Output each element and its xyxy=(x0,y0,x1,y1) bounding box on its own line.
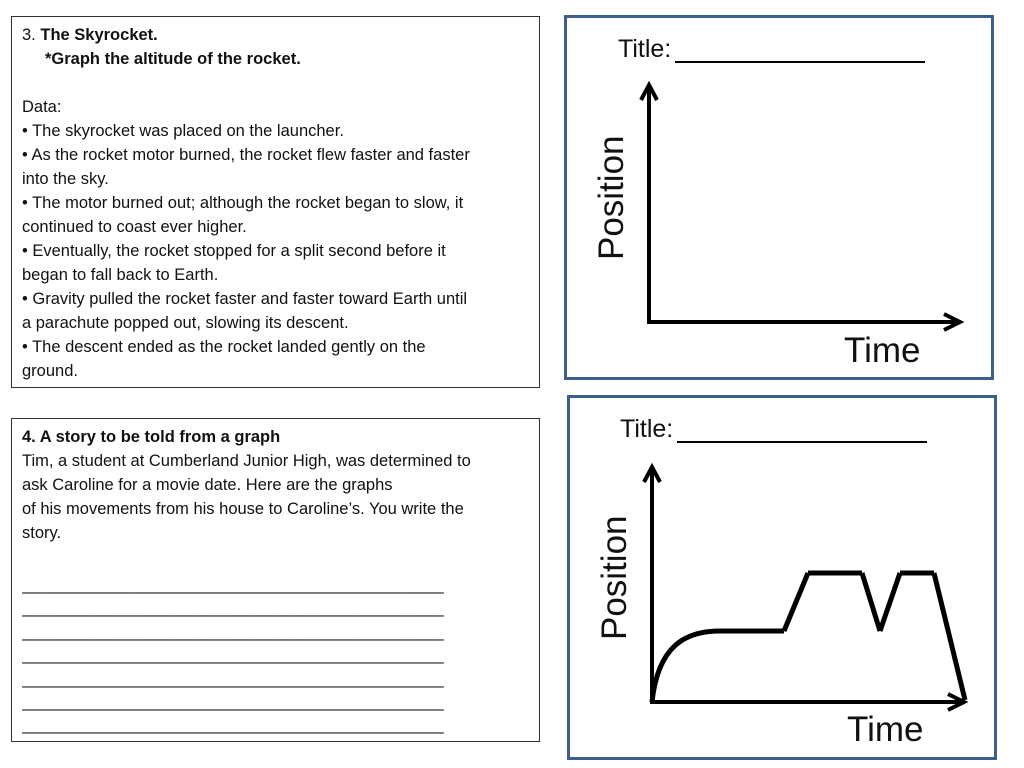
problem-3-line: • Eventually, the rocket stopped for a split second before it xyxy=(22,242,446,260)
position-curve-segment-6 xyxy=(880,573,900,631)
position-curve-segment-1 xyxy=(652,631,720,702)
problem-3-line: • As the rocket motor burned, the rocket flew faster and faster xyxy=(22,146,470,164)
answer-line[interactable]: ________________________________________________ xyxy=(22,669,444,688)
answer-line[interactable]: ________________________________________________ xyxy=(22,622,444,641)
problem-3-title: The Skyrocket. xyxy=(40,26,158,44)
problem-3-line: • The descent ended as the rocket landed gently on the xyxy=(22,338,426,356)
problem-4-line: Tim, a student at Cumberland Junior High, was determined to xyxy=(22,452,471,470)
problem-3-box xyxy=(11,16,540,388)
answer-line[interactable]: ________________________________________________ xyxy=(22,646,444,665)
problem-4-title: 4. A story to be told from a graph xyxy=(22,428,281,446)
position-curve-segment-3 xyxy=(784,573,808,631)
problem-3-line: • The skyrocket was placed on the launcher. xyxy=(22,122,344,140)
graph-axes xyxy=(567,18,991,377)
position-curve-segment-8 xyxy=(934,573,965,700)
problem-3-line: ground. xyxy=(22,362,78,380)
problem-3-line: into the sky. xyxy=(22,170,109,188)
problem-3-data-label: Data: xyxy=(22,98,62,116)
story-graph-panel xyxy=(567,395,997,760)
graph-x-axis-label: Time xyxy=(847,710,924,749)
answer-line[interactable]: ________________________________________________ xyxy=(22,599,444,618)
answer-line[interactable]: ________________________________________________ xyxy=(22,716,444,735)
graph-y-axis-label: Position xyxy=(595,515,634,640)
graph-axes xyxy=(570,398,994,757)
blank-graph-panel xyxy=(564,15,994,380)
problem-3-line: continued to coast ever higher. xyxy=(22,218,247,236)
answer-line[interactable]: ________________________________________________ xyxy=(22,692,444,711)
answer-lines xyxy=(22,574,539,738)
problem-3-line: began to fall back to Earth. xyxy=(22,266,219,284)
problem-3-line: • The motor burned out; although the rocket began to slow, it xyxy=(22,194,464,212)
position-curve-segment-5 xyxy=(862,573,880,631)
problem-3-heading xyxy=(22,23,539,47)
graph-y-axis-label: Position xyxy=(592,135,631,260)
problem-3-line: a parachute popped out, slowing its descent. xyxy=(22,314,349,332)
graph-x-axis-label: Time xyxy=(844,331,921,370)
problem-3-instruction: *Graph the altitude of the rocket. xyxy=(45,50,301,68)
problem-3-number: 3. xyxy=(22,26,41,44)
problem-4-line: story. xyxy=(22,524,62,542)
graph-title-label: Title: xyxy=(618,35,672,63)
problem-4-box xyxy=(11,418,540,742)
problem-3-line: • Gravity pulled the rocket faster and faster toward Earth until xyxy=(22,290,468,308)
answer-line[interactable]: ________________________________________________ xyxy=(22,576,444,594)
problem-4-line: of his movements from his house to Caroline’s. You write the xyxy=(22,500,464,518)
problem-4-line: ask Caroline for a movie date. Here are the graphs xyxy=(22,476,393,494)
graph-title-label: Title: xyxy=(620,415,674,443)
